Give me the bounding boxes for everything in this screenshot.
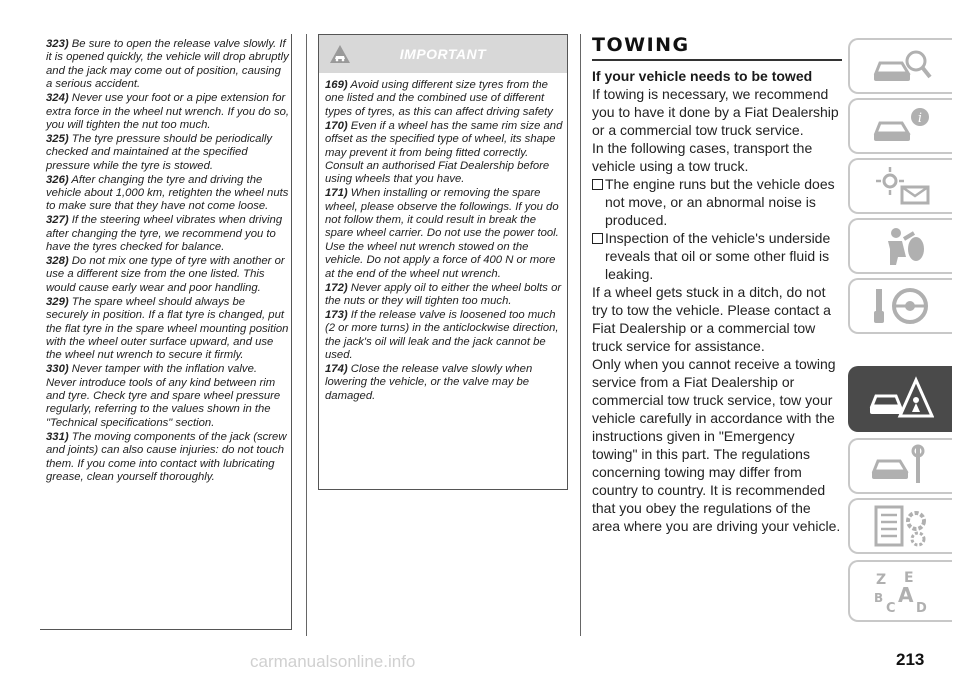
car-search-icon bbox=[868, 43, 934, 89]
alphabet-index-icon bbox=[868, 568, 934, 614]
note-item: 328) Do not mix one type of tyre with another or use a different size from the one listed. This would cause early wear and poor handling. bbox=[46, 255, 285, 294]
tab-car-service[interactable] bbox=[848, 438, 952, 494]
note-item: 330) Never tamper with the inflation valve. Never introduce tools of any kind between rim and tyre. Check tyre and spare wheel pressure regularly, referring to the values shown in the "Technical specifications" section. bbox=[46, 363, 281, 429]
svg-text:D: D bbox=[916, 601, 927, 614]
paragraph: If a wheel gets stuck in a ditch, do not try to tow the vehicle. Please contact a Fiat Dealership or a commercial tow truck service for assistance. bbox=[592, 283, 831, 354]
subheading: If your vehicle needs to be towed bbox=[592, 67, 813, 84]
note-item: 170) Even if a wheel has the same rim size and offset as the specified type of wheel, its shape may prevent it from being fitted correctly. Consult an authorised Fiat Dealership before using wheels that you have. bbox=[325, 119, 563, 186]
important-title: IMPORTANT bbox=[399, 46, 487, 62]
note-item: 171) When installing or removing the spare wheel, please observe the followings. If you do not follow them, it could result in break the spare wheel carrier. Do not use the power tool. Use the wheel nut wrench stowed on the vehicle. Do not apply a force of 400 N or more at the end of the wheel nut wrench. bbox=[325, 187, 559, 280]
note-item: 331) The moving components of the jack (screw and joints) can also cause injuries: do not touch them. If you come into contact with lubricating grease, clean yourself thoroughly. bbox=[46, 430, 287, 483]
important-box bbox=[318, 34, 568, 490]
car-warning-icon bbox=[868, 376, 934, 422]
towing-section bbox=[592, 34, 842, 535]
notes-column bbox=[40, 34, 292, 630]
specs-gear-icon bbox=[868, 503, 934, 549]
page-number: 213 bbox=[896, 650, 925, 669]
column-divider bbox=[580, 34, 581, 636]
tab-airbag-safety[interactable] bbox=[848, 218, 952, 274]
note-item: 324) Never use your foot or a pipe extension for extra force in the wheel nut wrench. If you do so, you will tighten the nut too much. bbox=[46, 92, 290, 131]
note-item: 169) Avoid using different size tyres from the one listed and the combined use of different types of tyres, as this can affect driving safety bbox=[325, 79, 553, 118]
note-item: 173) If the release valve is loosened too much (2 or more turns) in the anticlockwise direction, the jack's oil will leak and the jack cannot be used. bbox=[325, 308, 559, 362]
note-item: 325) The tyre pressure should be periodically checked and maintained at the specified pressure while the tyre is stowed. bbox=[46, 132, 273, 172]
note-item: 174) Close the release valve slowly when lowering the vehicle, or the valve may be damaged. bbox=[325, 363, 533, 402]
svg-text:A: A bbox=[898, 583, 914, 607]
bullet-item: The engine runs but the vehicle does not move, or an abnormal noise is produced. bbox=[592, 175, 842, 229]
tab-car-info[interactable] bbox=[848, 98, 952, 154]
svg-text:E: E bbox=[904, 570, 914, 586]
warning-car-icon bbox=[329, 43, 351, 65]
svg-text:i: i bbox=[917, 111, 923, 126]
section-title: TOWING bbox=[592, 34, 690, 56]
svg-text:C: C bbox=[886, 601, 896, 614]
important-header bbox=[319, 35, 567, 73]
tab-car-warning[interactable] bbox=[848, 366, 952, 432]
car-service-icon bbox=[868, 443, 934, 489]
note-item: 326) After changing the tyre and driving the vehicle about 1,000 km, retighten the wheel nuts to make sure that they have not come loose. bbox=[46, 173, 289, 213]
important-notes bbox=[319, 73, 567, 403]
bullet-item: Inspection of the vehicle's underside reveals that oil or some other fluid is leaking. bbox=[592, 229, 842, 283]
paragraph: Only when you cannot receive a towing service from a Fiat Dealership or commercial tow truck service, tow your vehicle carefully in accordance with the instructions given in "Emergency towing" in this part. The regulations concerning towing may differ from country to country. It is recommended that you obey the regulations of the area where you are driving your vehicle. bbox=[592, 355, 841, 534]
airbag-safety-icon bbox=[868, 223, 934, 269]
towing-body bbox=[592, 85, 842, 535]
note-item: 329) The spare wheel should always be securely in position. If a flat tyre is changed, put the flat tyre in the spare wheel mounting position with the wheel outer surface upward, and use the wheel nut wrench to secure it firmly. bbox=[46, 295, 289, 362]
title-rule bbox=[592, 59, 842, 61]
paragraph: In the following cases, transport the vehicle using a tow truck. bbox=[592, 139, 813, 174]
notes-list bbox=[40, 34, 291, 484]
tab-alphabet-index[interactable] bbox=[848, 560, 952, 622]
column-divider bbox=[306, 34, 307, 636]
note-item: 323) Be sure to open the release valve slowly. If it is opened quickly, the vehicle will drop abruptly and the jack may come out of position, causing a serious accident. bbox=[46, 38, 289, 91]
paragraph: If towing is necessary, we recommend you to have it done by a Fiat Dealership or a commercial tow truck service. bbox=[592, 85, 839, 138]
svg-text:Z: Z bbox=[876, 572, 887, 588]
key-steering-icon bbox=[868, 283, 934, 329]
tab-specs-gear[interactable] bbox=[848, 498, 952, 554]
tab-car-search[interactable] bbox=[848, 38, 952, 94]
svg-text:B: B bbox=[874, 591, 884, 605]
note-item: 172) Never apply oil to either the wheel bolts or the nuts or they will tighten too much. bbox=[325, 281, 562, 307]
watermark: carmanualsonline.info bbox=[250, 652, 416, 671]
tab-key-steering[interactable] bbox=[848, 278, 952, 334]
car-info-icon bbox=[868, 103, 934, 149]
tab-dashboard-lights[interactable] bbox=[848, 158, 952, 214]
note-item: 327) If the steering wheel vibrates when driving after changing the tyre, we recommend you to have the tyres checked for balance. bbox=[46, 214, 283, 254]
dashboard-lights-icon bbox=[868, 163, 934, 209]
